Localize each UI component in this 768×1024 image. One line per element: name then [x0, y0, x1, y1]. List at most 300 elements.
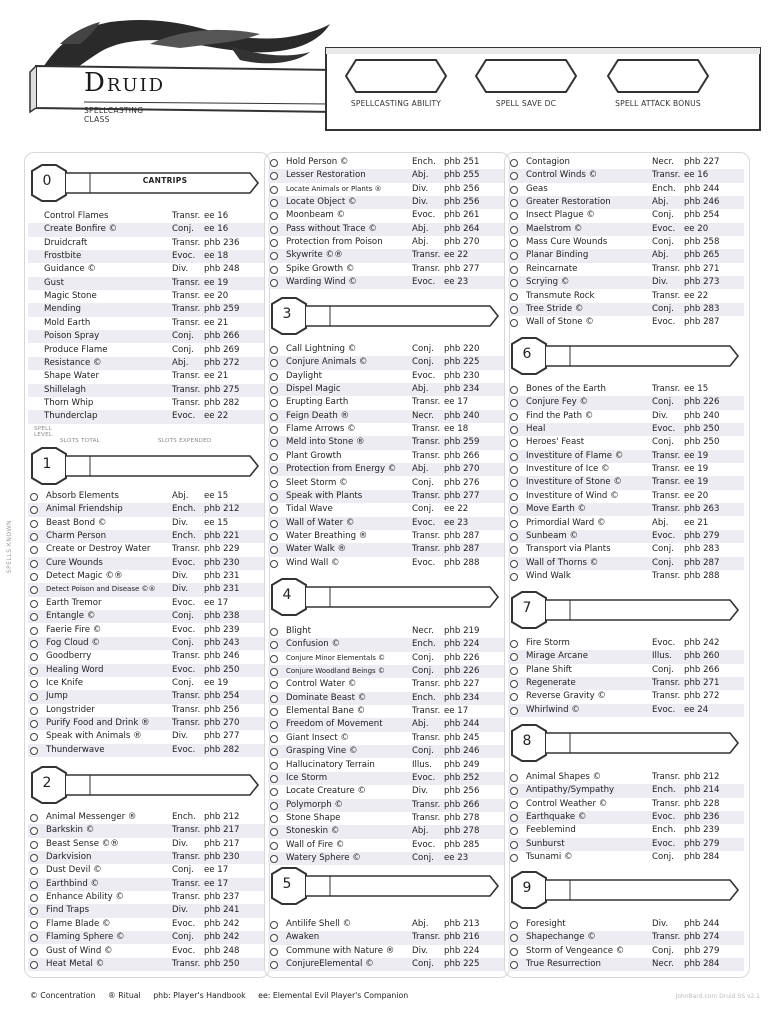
spell-row[interactable]: [508, 664, 744, 677]
spell-row[interactable]: [268, 463, 504, 476]
spell-row[interactable]: [508, 316, 744, 329]
spell-row[interactable]: [268, 436, 504, 449]
prepared-checkbox[interactable]: [30, 613, 38, 621]
prepared-checkbox[interactable]: [270, 828, 278, 836]
prepared-checkbox[interactable]: [30, 600, 38, 608]
spell-row[interactable]: [28, 624, 264, 637]
spell-row[interactable]: [508, 183, 744, 196]
spell-row[interactable]: [268, 490, 504, 503]
spell-row[interactable]: [508, 543, 744, 556]
prepared-checkbox[interactable]: [510, 801, 518, 809]
prepared-checkbox[interactable]: [30, 573, 38, 581]
spell-row[interactable]: [508, 945, 744, 958]
prepared-checkbox[interactable]: [510, 707, 518, 715]
level-6-header: [510, 336, 742, 376]
spell-row[interactable]: [28, 557, 264, 570]
spell-row[interactable]: [508, 918, 744, 931]
spell-row[interactable]: [268, 249, 504, 262]
prepared-checkbox[interactable]: [510, 921, 518, 929]
prepared-checkbox[interactable]: [510, 239, 518, 247]
spell-row[interactable]: [268, 236, 504, 249]
spell-row[interactable]: [268, 785, 504, 798]
spell-school: Necr.: [652, 959, 674, 970]
spell-school: Transr.: [172, 371, 201, 382]
prepared-checkbox[interactable]: [270, 212, 278, 220]
prepared-checkbox[interactable]: [270, 934, 278, 942]
spell-row[interactable]: [28, 303, 264, 316]
prepared-checkbox[interactable]: [30, 894, 38, 902]
spell-row[interactable]: [268, 156, 504, 169]
spell-row[interactable]: [508, 517, 744, 530]
prepared-checkbox[interactable]: [510, 453, 518, 461]
prepared-checkbox[interactable]: [510, 266, 518, 274]
prepared-checkbox[interactable]: [510, 774, 518, 782]
prepared-checkbox[interactable]: [270, 762, 278, 770]
prepared-checkbox[interactable]: [510, 560, 518, 568]
prepared-checkbox[interactable]: [510, 226, 518, 234]
spell-row[interactable]: [28, 263, 264, 276]
spell-school: Abj.: [412, 384, 429, 395]
prepared-checkbox[interactable]: [270, 359, 278, 367]
spell-school: Transr.: [652, 932, 681, 943]
spell-row[interactable]: [268, 370, 504, 383]
prepared-checkbox[interactable]: [510, 934, 518, 942]
prepared-checkbox[interactable]: [270, 159, 278, 167]
spell-row[interactable]: [508, 196, 744, 209]
spell-row[interactable]: [28, 904, 264, 917]
prepared-checkbox[interactable]: [270, 493, 278, 501]
spell-school: Conj.: [652, 852, 674, 863]
spell-source: ee 22: [444, 250, 469, 261]
prepared-checkbox[interactable]: [270, 641, 278, 649]
spell-row[interactable]: [268, 263, 504, 276]
spell-name: Frostbite: [44, 251, 82, 262]
spell-row[interactable]: [508, 209, 744, 222]
spell-row[interactable]: [508, 851, 744, 864]
prepared-checkbox[interactable]: [270, 628, 278, 636]
prepared-checkbox[interactable]: [30, 854, 38, 862]
spell-row[interactable]: [508, 169, 744, 182]
prepared-checkbox[interactable]: [270, 668, 278, 676]
prepared-checkbox[interactable]: [270, 426, 278, 434]
spell-row[interactable]: [268, 410, 504, 423]
prepared-checkbox[interactable]: [30, 934, 38, 942]
spell-row[interactable]: [508, 410, 744, 423]
prepared-checkbox[interactable]: [270, 172, 278, 180]
spell-row[interactable]: [268, 638, 504, 651]
spell-row[interactable]: [268, 169, 504, 182]
prepared-checkbox[interactable]: [510, 814, 518, 822]
spell-row[interactable]: [28, 583, 264, 596]
spell-row[interactable]: [28, 317, 264, 330]
spell-row[interactable]: [28, 277, 264, 290]
spell-row[interactable]: [508, 798, 744, 811]
prepared-checkbox[interactable]: [270, 466, 278, 474]
spell-row[interactable]: [508, 490, 744, 503]
prepared-checkbox[interactable]: [510, 386, 518, 394]
spell-row[interactable]: [28, 891, 264, 904]
spell-row[interactable]: [28, 744, 264, 757]
spell-row[interactable]: [508, 450, 744, 463]
prepared-checkbox[interactable]: [510, 680, 518, 688]
spell-row[interactable]: [508, 677, 744, 690]
prepared-checkbox[interactable]: [30, 921, 38, 929]
spell-row[interactable]: [268, 772, 504, 785]
prepared-checkbox[interactable]: [510, 172, 518, 180]
spell-row[interactable]: [268, 799, 504, 812]
spell-row[interactable]: [508, 503, 744, 516]
prepared-checkbox[interactable]: [270, 252, 278, 260]
spell-row[interactable]: [508, 236, 744, 249]
prepared-checkbox[interactable]: [30, 881, 38, 889]
prepared-checkbox[interactable]: [30, 747, 38, 755]
spell-row[interactable]: [28, 730, 264, 743]
spell-row[interactable]: [268, 383, 504, 396]
prepared-checkbox[interactable]: [30, 533, 38, 541]
spell-source: phb 284: [684, 959, 720, 970]
prepared-checkbox[interactable]: [270, 788, 278, 796]
prepared-checkbox[interactable]: [510, 199, 518, 207]
prepared-checkbox[interactable]: [270, 453, 278, 461]
spell-attack-bonus-label: SPELL ATTACK BONUS: [615, 99, 701, 108]
prepared-checkbox[interactable]: [270, 560, 278, 568]
prepared-checkbox[interactable]: [510, 212, 518, 220]
spell-school: Illus.: [652, 651, 672, 662]
prepared-checkbox[interactable]: [510, 319, 518, 327]
prepared-checkbox[interactable]: [30, 841, 38, 849]
spell-row[interactable]: [28, 610, 264, 623]
spell-school: Transr.: [652, 464, 681, 475]
prepared-checkbox[interactable]: [510, 306, 518, 314]
prepared-checkbox[interactable]: [270, 386, 278, 394]
prepared-checkbox[interactable]: [270, 520, 278, 528]
prepared-checkbox[interactable]: [510, 426, 518, 434]
spell-row[interactable]: [508, 530, 744, 543]
prepared-checkbox[interactable]: [270, 775, 278, 783]
prepared-checkbox[interactable]: [510, 961, 518, 969]
spell-source: phb 259: [444, 437, 480, 448]
prepared-checkbox[interactable]: [510, 252, 518, 260]
spell-row[interactable]: [268, 396, 504, 409]
spell-row[interactable]: [508, 290, 744, 303]
spell-row[interactable]: [28, 717, 264, 730]
spell-row[interactable]: [508, 784, 744, 797]
spell-row[interactable]: [508, 249, 744, 262]
spell-source: phb 226: [444, 666, 480, 677]
prepared-checkbox[interactable]: [30, 546, 38, 554]
prepared-checkbox[interactable]: [30, 948, 38, 956]
spell-row[interactable]: [268, 477, 504, 490]
spell-school: Transr.: [412, 424, 441, 435]
prepared-checkbox[interactable]: [30, 493, 38, 501]
prepared-checkbox[interactable]: [510, 787, 518, 795]
prepared-checkbox[interactable]: [510, 948, 518, 956]
prepared-checkbox[interactable]: [510, 186, 518, 194]
spell-row[interactable]: [28, 370, 264, 383]
spell-row[interactable]: [28, 931, 264, 944]
spell-row[interactable]: [508, 276, 744, 289]
prepared-checkbox[interactable]: [510, 854, 518, 862]
spell-row[interactable]: [508, 423, 744, 436]
spell-row[interactable]: [268, 543, 504, 556]
spell-row[interactable]: [28, 223, 264, 236]
prepared-checkbox[interactable]: [510, 479, 518, 487]
prepared-checkbox[interactable]: [270, 921, 278, 929]
spell-row[interactable]: [28, 918, 264, 931]
spell-row[interactable]: [268, 209, 504, 222]
prepared-checkbox[interactable]: [510, 159, 518, 167]
spell-row[interactable]: [28, 210, 264, 223]
spell-row[interactable]: [28, 384, 264, 397]
prepared-checkbox[interactable]: [510, 841, 518, 849]
spell-row[interactable]: [268, 732, 504, 745]
spell-row[interactable]: [28, 811, 264, 824]
spell-row[interactable]: [508, 931, 744, 944]
prepared-checkbox[interactable]: [270, 506, 278, 514]
spell-row[interactable]: [508, 771, 744, 784]
prepared-checkbox[interactable]: [270, 708, 278, 716]
prepared-checkbox[interactable]: [30, 520, 38, 528]
spell-row[interactable]: [28, 838, 264, 851]
prepared-checkbox[interactable]: [30, 827, 38, 835]
spell-source: ee 15: [204, 517, 229, 528]
prepared-checkbox[interactable]: [270, 655, 278, 663]
spell-row[interactable]: [268, 852, 504, 865]
spell-row[interactable]: [508, 824, 744, 837]
spell-row[interactable]: [28, 824, 264, 837]
prepared-checkbox[interactable]: [30, 506, 38, 514]
spell-name: Warding Wind ©: [286, 277, 357, 288]
prepared-checkbox[interactable]: [30, 667, 38, 675]
spell-school: Transr.: [652, 170, 681, 181]
prepared-checkbox[interactable]: [270, 399, 278, 407]
prepared-checkbox[interactable]: [30, 680, 38, 688]
spell-row[interactable]: [508, 436, 744, 449]
spell-row[interactable]: [268, 450, 504, 463]
prepared-checkbox[interactable]: [270, 439, 278, 447]
spell-row[interactable]: [508, 156, 744, 169]
spell-row[interactable]: [28, 357, 264, 370]
spell-row[interactable]: [268, 825, 504, 838]
prepared-checkbox[interactable]: [510, 399, 518, 407]
spell-source: phb 240: [444, 410, 480, 421]
spell-row[interactable]: [508, 557, 744, 570]
prepared-checkbox[interactable]: [270, 721, 278, 729]
spell-row[interactable]: [28, 503, 264, 516]
spell-row[interactable]: [508, 958, 744, 971]
spell-row[interactable]: [508, 476, 744, 489]
spell-row[interactable]: [268, 839, 504, 852]
spell-row[interactable]: [28, 344, 264, 357]
prepared-checkbox[interactable]: [270, 226, 278, 234]
prepared-checkbox[interactable]: [270, 480, 278, 488]
prepared-checkbox[interactable]: [510, 466, 518, 474]
prepared-checkbox[interactable]: [270, 802, 278, 810]
spell-row[interactable]: [28, 864, 264, 877]
prepared-checkbox[interactable]: [510, 279, 518, 287]
spell-row[interactable]: [28, 851, 264, 864]
spell-school: Abj.: [412, 237, 429, 248]
spell-row[interactable]: [28, 637, 264, 650]
prepared-checkbox[interactable]: [510, 520, 518, 528]
spell-row[interactable]: [268, 530, 504, 543]
spell-school: Transr.: [652, 450, 681, 461]
spell-row[interactable]: [268, 718, 504, 731]
spell-source: phb 288: [684, 570, 720, 581]
spell-row[interactable]: [268, 652, 504, 665]
spell-row[interactable]: [268, 745, 504, 758]
spell-row[interactable]: [28, 664, 264, 677]
spell-row[interactable]: [28, 704, 264, 717]
spell-row[interactable]: [28, 945, 264, 958]
prepared-checkbox[interactable]: [270, 346, 278, 354]
prepared-checkbox[interactable]: [510, 640, 518, 648]
prepared-checkbox[interactable]: [30, 867, 38, 875]
spell-name: Scrying ©: [526, 277, 570, 288]
spell-row[interactable]: [28, 570, 264, 583]
spell-row[interactable]: [268, 931, 504, 944]
spell-row[interactable]: [508, 811, 744, 824]
spell-row[interactable]: [28, 410, 264, 423]
spell-row[interactable]: [508, 383, 744, 396]
prepared-checkbox[interactable]: [510, 413, 518, 421]
prepared-checkbox[interactable]: [270, 748, 278, 756]
spell-row[interactable]: [28, 690, 264, 703]
prepared-checkbox[interactable]: [270, 842, 278, 850]
prepared-checkbox[interactable]: [270, 695, 278, 703]
prepared-checkbox[interactable]: [270, 546, 278, 554]
prepared-checkbox[interactable]: [510, 493, 518, 501]
spell-row[interactable]: [508, 570, 744, 583]
prepared-checkbox[interactable]: [30, 733, 38, 741]
spell-row[interactable]: [268, 183, 504, 196]
spell-row[interactable]: [268, 625, 504, 638]
spell-source: phb 216: [444, 932, 480, 943]
prepared-checkbox[interactable]: [510, 653, 518, 661]
spell-level-label: SPELL LEVEL: [34, 426, 53, 438]
spell-school: Transr.: [412, 732, 441, 743]
spell-row[interactable]: [268, 918, 504, 931]
prepared-checkbox[interactable]: [270, 199, 278, 207]
spell-row[interactable]: [28, 597, 264, 610]
spell-row[interactable]: [508, 704, 744, 717]
prepared-checkbox[interactable]: [270, 533, 278, 541]
prepared-checkbox[interactable]: [270, 735, 278, 743]
prepared-checkbox[interactable]: [270, 413, 278, 421]
prepared-checkbox[interactable]: [30, 627, 38, 635]
prepared-checkbox[interactable]: [30, 720, 38, 728]
prepared-checkbox[interactable]: [510, 293, 518, 301]
spell-row[interactable]: [508, 303, 744, 316]
prepared-checkbox[interactable]: [30, 640, 38, 648]
spell-row[interactable]: [268, 223, 504, 236]
spell-row[interactable]: [28, 543, 264, 556]
spell-row[interactable]: [508, 690, 744, 703]
spell-row[interactable]: [508, 223, 744, 236]
prepared-checkbox[interactable]: [30, 707, 38, 715]
prepared-checkbox[interactable]: [30, 586, 38, 594]
prepared-checkbox[interactable]: [270, 266, 278, 274]
spell-row[interactable]: [268, 503, 504, 516]
prepared-checkbox[interactable]: [270, 239, 278, 247]
spell-row[interactable]: [28, 517, 264, 530]
spell-row[interactable]: [268, 705, 504, 718]
spell-row[interactable]: [268, 945, 504, 958]
spell-row[interactable]: [28, 290, 264, 303]
spell-row[interactable]: [28, 250, 264, 263]
prepared-checkbox[interactable]: [30, 693, 38, 701]
spell-row[interactable]: [28, 650, 264, 663]
spell-row[interactable]: [508, 838, 744, 851]
spell-row[interactable]: [268, 276, 504, 289]
prepared-checkbox[interactable]: [510, 573, 518, 581]
spell-row[interactable]: [268, 196, 504, 209]
prepared-checkbox[interactable]: [510, 546, 518, 554]
spell-row[interactable]: [28, 878, 264, 891]
prepared-checkbox[interactable]: [270, 186, 278, 194]
spell-row[interactable]: [28, 958, 264, 971]
spell-name: Wind Wall ©: [286, 557, 340, 568]
spell-school: Necr.: [412, 410, 434, 421]
prepared-checkbox[interactable]: [510, 506, 518, 514]
spell-source: phb 285: [444, 839, 480, 850]
prepared-checkbox[interactable]: [270, 855, 278, 863]
spell-row[interactable]: [28, 330, 264, 343]
prepared-checkbox[interactable]: [270, 815, 278, 823]
spell-row[interactable]: [28, 530, 264, 543]
prepared-checkbox[interactable]: [510, 693, 518, 701]
spell-school: Conj.: [412, 959, 434, 970]
spell-row[interactable]: [268, 423, 504, 436]
prepared-checkbox[interactable]: [30, 961, 38, 969]
prepared-checkbox[interactable]: [510, 667, 518, 675]
spell-row[interactable]: [268, 958, 504, 971]
prepared-checkbox[interactable]: [270, 279, 278, 287]
spell-row[interactable]: [28, 397, 264, 410]
spell-row[interactable]: [268, 356, 504, 369]
spell-row[interactable]: [508, 263, 744, 276]
spell-name: Transport via Plants: [526, 544, 611, 555]
prepared-checkbox[interactable]: [270, 681, 278, 689]
spell-row[interactable]: [268, 812, 504, 825]
prepared-checkbox[interactable]: [270, 948, 278, 956]
prepared-checkbox[interactable]: [510, 439, 518, 447]
spell-row[interactable]: [268, 678, 504, 691]
spell-row[interactable]: [28, 237, 264, 250]
spell-row[interactable]: [508, 650, 744, 663]
spell-row[interactable]: [268, 759, 504, 772]
spell-name: Ice Storm: [286, 772, 328, 783]
prepared-checkbox[interactable]: [30, 907, 38, 915]
spell-row[interactable]: [508, 637, 744, 650]
spell-row[interactable]: [508, 396, 744, 409]
prepared-checkbox[interactable]: [30, 560, 38, 568]
prepared-checkbox[interactable]: [30, 814, 38, 822]
spell-row[interactable]: [508, 463, 744, 476]
prepared-checkbox[interactable]: [510, 827, 518, 835]
prepared-checkbox[interactable]: [270, 961, 278, 969]
prepared-checkbox[interactable]: [30, 653, 38, 661]
spell-row[interactable]: [268, 692, 504, 705]
spell-row[interactable]: [268, 665, 504, 678]
spell-row[interactable]: [268, 343, 504, 356]
prepared-checkbox[interactable]: [510, 533, 518, 541]
spell-row[interactable]: [28, 490, 264, 503]
prepared-checkbox[interactable]: [270, 373, 278, 381]
spell-row[interactable]: [28, 677, 264, 690]
spell-row[interactable]: [268, 517, 504, 530]
spell-row[interactable]: [268, 557, 504, 570]
